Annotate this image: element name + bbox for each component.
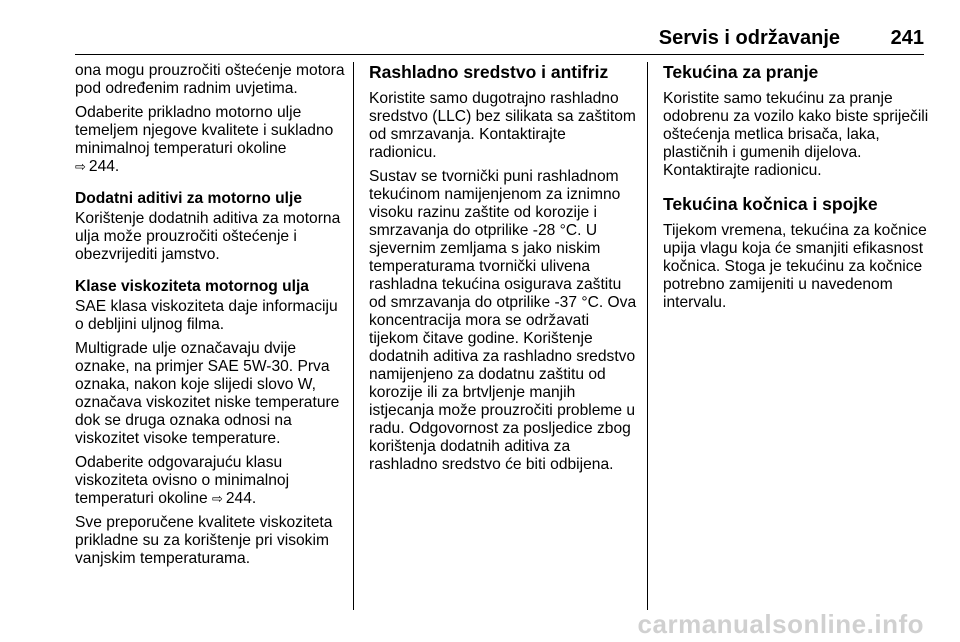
paragraph: Multigrade ulje označavaju dvije oznake, na primjer SAE 5W-30. Prva oznaka, nakon koje slijedi slovo W, označava viskozitet niske temperature dok se druga oznaka odnosi na viskozitet visoke temperature. <box>75 340 340 447</box>
paragraph: Koristite samo dugotrajno rashladno sredstvo (LLC) bez silikata sa zaštitom od smrzavanja. Kontaktirajte radionicu. <box>369 90 636 161</box>
paragraph: Sve preporučene kvalitete viskoziteta prikladne su za korištenje pri visokim vanjskim temperaturama. <box>75 514 333 567</box>
watermark: carmanualsonline.info <box>637 609 924 639</box>
header-divider <box>75 54 924 55</box>
column-left <box>75 62 345 574</box>
paragraph: ona mogu prouzročiti oštećenje motora pod određenim radnim uvjetima. <box>75 62 345 97</box>
paragraph-text: Odaberite odgovarajuću klasu viskoziteta ovisno o minimalnoj temperaturi okoline <box>75 454 290 507</box>
subheading-viscosity: Klase viskoziteta motornog ulja <box>75 278 309 295</box>
paragraph: Tijekom vremena, tekućina za kočnice upija vlagu koja će smanjiti efikasnost kočnica. Stoga je tekućinu za kočnice potrebno zamijeniti u navedenom intervalu. <box>663 222 927 311</box>
heading-brake-fluid: Tekućina kočnica i spojke <box>663 194 878 214</box>
paragraph <box>75 454 345 508</box>
paragraph: Sustav se tvornički puni rashladnom tekućinom namijenjenom za iznimno visoku razinu zaštite od korozije i smrzavanja do otprilike -28 °C. U sjevernim zemljama s jako niskim temperaturama tvornički ulivena rashladna tekućina osigurava zaštitu od smrzavanja do otprilike -37 °C. Ova koncentracija mora se održavati tijekom čitave godine. Korištenje dodatnih aditiva za rashladno sredstvo namijenjeno za dodatnu zaštitu od korozije ili za brtvljenje manjih istjecanja može prouzročiti probleme u radu. Odgovornost za posljedice zbog korištenja dodatnih aditiva za rashladno sredstvo će biti odbijena. <box>369 168 637 473</box>
column-right <box>663 62 931 318</box>
page-reference-link[interactable]: ⇨ 244. <box>212 490 256 507</box>
paragraph: SAE klasa viskoziteta daje informaciju o debljini uljnog filma. <box>75 298 338 333</box>
heading-washer-fluid: Tekućina za pranje <box>663 62 819 82</box>
column-middle <box>369 62 637 480</box>
page-number: 241 <box>890 27 924 49</box>
paragraph: Koristite samo tekućinu za pranje odobrenu za vozilo kako biste spriječili oštećenja metlica brisača, laka, plastičnih i gumenih dijelova. Kontaktirajte radionicu. <box>663 90 929 179</box>
subheading-additives: Dodatni aditivi za motorno ulje <box>75 190 302 207</box>
column-divider-2 <box>647 62 648 610</box>
heading-coolant: Rashladno sredstvo i antifriz <box>369 62 609 82</box>
paragraph-text: Odaberite prikladno motorno ulje temeljem njegove kvalitete i sukladno minimalnoj temperaturi okoline <box>75 104 334 157</box>
column-divider-1 <box>353 62 354 610</box>
section-title: Servis i održavanje <box>658 27 840 49</box>
paragraph <box>75 104 345 176</box>
page-header <box>75 26 924 50</box>
page-reference-link[interactable]: ⇨ 244. <box>75 158 119 175</box>
paragraph: Korištenje dodatnih aditiva za motorna ulja može prouzročiti oštećenje i obezvrijediti jamstvo. <box>75 210 341 263</box>
